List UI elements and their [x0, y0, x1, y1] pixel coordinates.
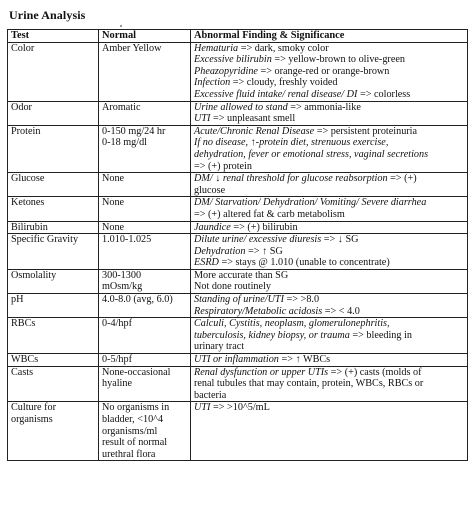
test-name-cell — [8, 366, 99, 402]
normal-value-cell-line: 0-150 mg/24 hr — [102, 125, 166, 137]
test-name-cell — [8, 101, 99, 125]
test-name-cell-line: Glucose — [11, 173, 45, 185]
test-name-cell-line: Casts — [11, 366, 34, 378]
finding-line — [194, 222, 464, 234]
finding-result: => (+) bilirubin — [230, 221, 298, 233]
normal-value-cell — [99, 197, 191, 221]
test-name-cell — [8, 318, 99, 354]
normal-value-cell — [99, 318, 191, 354]
test-name-cell — [8, 294, 99, 318]
test-name-cell-line: pH — [11, 294, 24, 306]
test-name-cell — [8, 269, 99, 293]
finding-line — [194, 306, 464, 318]
test-name-cell-line: organisms — [11, 414, 53, 425]
table-row — [8, 269, 468, 293]
abnormal-finding-cell — [191, 101, 468, 125]
finding-result: => >8.0 — [284, 294, 320, 306]
finding-line — [194, 294, 464, 306]
finding-line — [194, 270, 464, 282]
finding-condition: Hematuria — [194, 42, 239, 54]
normal-value-cell — [99, 42, 191, 101]
finding-line — [194, 257, 464, 269]
abnormal-finding-cell — [191, 221, 468, 234]
finding-result: urinary tract — [194, 341, 245, 353]
test-name-cell — [8, 234, 99, 270]
test-name-cell-line: Osmolality — [11, 269, 57, 281]
finding-result: More accurate than SG — [194, 269, 289, 281]
finding-condition: Jaundice — [194, 221, 231, 233]
finding-line — [194, 77, 464, 89]
normal-value-cell — [99, 354, 191, 367]
finding-condition: DM/ ↓ renal threshold for glucose reabsorption — [194, 173, 388, 185]
finding-condition: Dehydration — [194, 245, 246, 257]
normal-value-cell-line: hyaline — [102, 378, 132, 390]
test-name-cell — [8, 402, 99, 461]
finding-line — [194, 126, 464, 138]
abnormal-finding-cell — [191, 354, 468, 367]
finding-result: => dark, smoky color — [238, 42, 329, 54]
test-name-cell-line: RBCs — [11, 318, 36, 330]
abnormal-finding-cell — [191, 402, 468, 461]
finding-result: => stays @ 1.010 (unable to concentrate) — [218, 257, 390, 269]
finding-condition: Urine allowed to stand — [194, 101, 288, 113]
normal-value-cell-line: 0-18 mg/dl — [102, 137, 147, 149]
test-name-cell-line: Ketones — [11, 197, 45, 209]
finding-line — [194, 281, 464, 293]
finding-result: => orange-red or orange-brown — [257, 65, 390, 77]
finding-line — [194, 66, 464, 78]
test-name-cell — [8, 221, 99, 234]
finding-result: => cloudy, freshly voided — [230, 77, 338, 89]
header-normal: Normal — [99, 30, 191, 43]
normal-value-cell — [99, 101, 191, 125]
finding-line — [194, 246, 464, 258]
finding-line — [194, 341, 464, 353]
normal-value-cell-line: Amber Yellow — [102, 42, 162, 54]
normal-value-cell-line: None — [102, 221, 125, 233]
test-name-cell-line: WBCs — [11, 354, 39, 366]
test-name-cell-line: Culture for — [11, 402, 56, 414]
normal-value-cell — [99, 294, 191, 318]
finding-line — [194, 102, 464, 114]
normal-value-cell-line: None — [102, 197, 125, 209]
finding-line — [194, 390, 464, 402]
table-row — [8, 354, 468, 367]
finding-result: => (+) — [387, 173, 417, 185]
normal-value-cell-line: No organisms in — [102, 402, 170, 414]
table-row — [8, 318, 468, 354]
normal-value-cell-line: urethral flora — [102, 448, 156, 460]
finding-condition: DM/ Starvation/ Dehydration/ Vomiting/ Severe diarrhea — [194, 197, 427, 209]
finding-result: => ↑ WBCs — [278, 354, 331, 366]
test-name-cell — [8, 354, 99, 367]
normal-value-cell — [99, 173, 191, 197]
finding-result: => (+) protein — [194, 160, 252, 172]
finding-line — [194, 367, 464, 379]
finding-result: => ↓ SG — [321, 234, 359, 246]
finding-condition: UTI — [194, 113, 211, 125]
finding-line — [194, 402, 464, 414]
test-name-cell-line: Bilirubin — [11, 221, 48, 233]
normal-value-cell-line: 1.010-1.025 — [102, 234, 152, 246]
normal-value-cell-line: 300-1300 — [102, 269, 142, 281]
table-row — [8, 125, 468, 172]
test-name-cell — [8, 125, 99, 172]
finding-result: => < 4.0 — [322, 305, 360, 317]
finding-line — [194, 378, 464, 390]
finding-line — [194, 149, 464, 161]
test-name-cell — [8, 197, 99, 221]
finding-line — [194, 173, 464, 185]
finding-condition: Acute/Chronic Renal Disease — [194, 125, 315, 137]
finding-result: => persistent proteinuria — [314, 125, 418, 137]
finding-result: => (+) casts (molds of — [328, 366, 422, 378]
table-row — [8, 366, 468, 402]
abnormal-finding-cell — [191, 366, 468, 402]
normal-value-cell-line: organisms/ml — [102, 425, 158, 437]
finding-line — [194, 197, 464, 209]
finding-result: => (+) altered fat & carb metabolism — [194, 208, 345, 220]
scan-speck — [120, 25, 122, 27]
finding-condition: Excessive bilirubin — [194, 54, 272, 66]
normal-value-cell — [99, 269, 191, 293]
normal-value-cell-line: None — [102, 173, 125, 185]
finding-condition: tuberculosis, kidney biopsy, or trauma — [194, 329, 350, 341]
abnormal-finding-cell — [191, 197, 468, 221]
finding-line — [194, 54, 464, 66]
finding-line — [194, 113, 464, 125]
normal-value-cell — [99, 234, 191, 270]
document-title: Urine Analysis — [9, 8, 86, 22]
normal-value-cell — [99, 402, 191, 461]
normal-value-cell-line: result of normal — [102, 437, 168, 449]
finding-line — [194, 185, 464, 197]
header-abnormal: Abnormal Finding & Significance — [191, 30, 468, 43]
finding-condition: Standing of urine/UTI — [194, 294, 284, 306]
finding-result: Not done routinely — [194, 281, 271, 293]
normal-value-cell-line: Aromatic — [102, 101, 141, 113]
abnormal-finding-cell — [191, 42, 468, 101]
finding-result: => colorless — [357, 88, 411, 100]
finding-result: => >10^5/mL — [210, 402, 270, 414]
normal-value-cell-line: 0-4/hpf — [102, 318, 132, 330]
finding-line — [194, 234, 464, 246]
table-row — [8, 101, 468, 125]
finding-condition: UTI — [194, 402, 211, 414]
finding-condition: If no disease, ↑-protein diet, strenuous exercise, — [194, 137, 389, 149]
finding-line — [194, 89, 464, 101]
finding-line — [194, 43, 464, 55]
finding-line — [194, 330, 464, 342]
finding-condition: Excessive fluid intake/ renal disease/ DI — [194, 88, 358, 100]
test-name-cell-line: Specific Gravity — [11, 234, 79, 246]
finding-condition: Dilute urine/ excessive diuresis — [194, 234, 322, 246]
normal-value-cell-line: 0-5/hpf — [102, 354, 132, 366]
abnormal-finding-cell — [191, 294, 468, 318]
finding-result: renal tubules that may contain, protein, WBCs, RBCs or — [194, 378, 424, 390]
table-row — [8, 173, 468, 197]
finding-result: bacteria — [194, 389, 227, 401]
test-name-cell — [8, 173, 99, 197]
normal-value-cell — [99, 366, 191, 402]
normal-value-cell — [99, 221, 191, 234]
finding-condition: UTI or inflammation — [194, 354, 279, 366]
abnormal-finding-cell — [191, 173, 468, 197]
normal-value-cell — [99, 125, 191, 172]
finding-condition: Renal dysfunction or upper UTIs — [194, 366, 329, 378]
finding-result: => ↑ SG — [245, 245, 283, 257]
abnormal-finding-cell — [191, 318, 468, 354]
finding-condition: dehydration, fever or emotional stress, vaginal secretions — [194, 148, 429, 160]
finding-line — [194, 318, 464, 330]
normal-value-cell-line: 4.0-8.0 (avg, 6.0) — [102, 294, 173, 306]
table-header-row — [8, 30, 468, 43]
urine-analysis-table — [7, 29, 468, 461]
finding-result: => yellow-brown to olive-green — [271, 54, 405, 66]
table-row — [8, 197, 468, 221]
table-row — [8, 221, 468, 234]
table-row — [8, 402, 468, 461]
test-name-cell — [8, 42, 99, 101]
finding-line — [194, 354, 464, 366]
finding-result: => unpleasant smell — [210, 113, 296, 125]
normal-value-cell-line: mOsm/kg — [102, 281, 143, 293]
table-row — [8, 42, 468, 101]
abnormal-finding-cell — [191, 125, 468, 172]
finding-line — [194, 209, 464, 221]
abnormal-finding-cell — [191, 269, 468, 293]
test-name-cell-line: Odor — [11, 101, 32, 113]
finding-condition: ESRD — [194, 257, 219, 269]
finding-condition: Infection — [194, 77, 231, 89]
finding-result: => ammonia-like — [287, 101, 361, 113]
finding-condition: Calculi, Cystitis, neoplasm, glomerulonephritis, — [194, 318, 390, 330]
table-row — [8, 294, 468, 318]
header-test: Test — [8, 30, 99, 43]
abnormal-finding-cell — [191, 234, 468, 270]
normal-value-cell-line: bladder, <10^4 — [102, 414, 164, 425]
table-row — [8, 234, 468, 270]
finding-line — [194, 161, 464, 173]
finding-result: glucose — [194, 184, 226, 196]
normal-value-cell-line: None-occasional — [102, 366, 171, 378]
finding-condition: Respiratory/Metabolic acidosis — [194, 305, 323, 317]
test-name-cell-line: Color — [11, 42, 35, 54]
test-name-cell-line: Protein — [11, 125, 41, 137]
finding-line — [194, 137, 464, 149]
finding-result: => bleeding in — [349, 329, 412, 341]
finding-condition: Pheazopyridine — [194, 65, 258, 77]
